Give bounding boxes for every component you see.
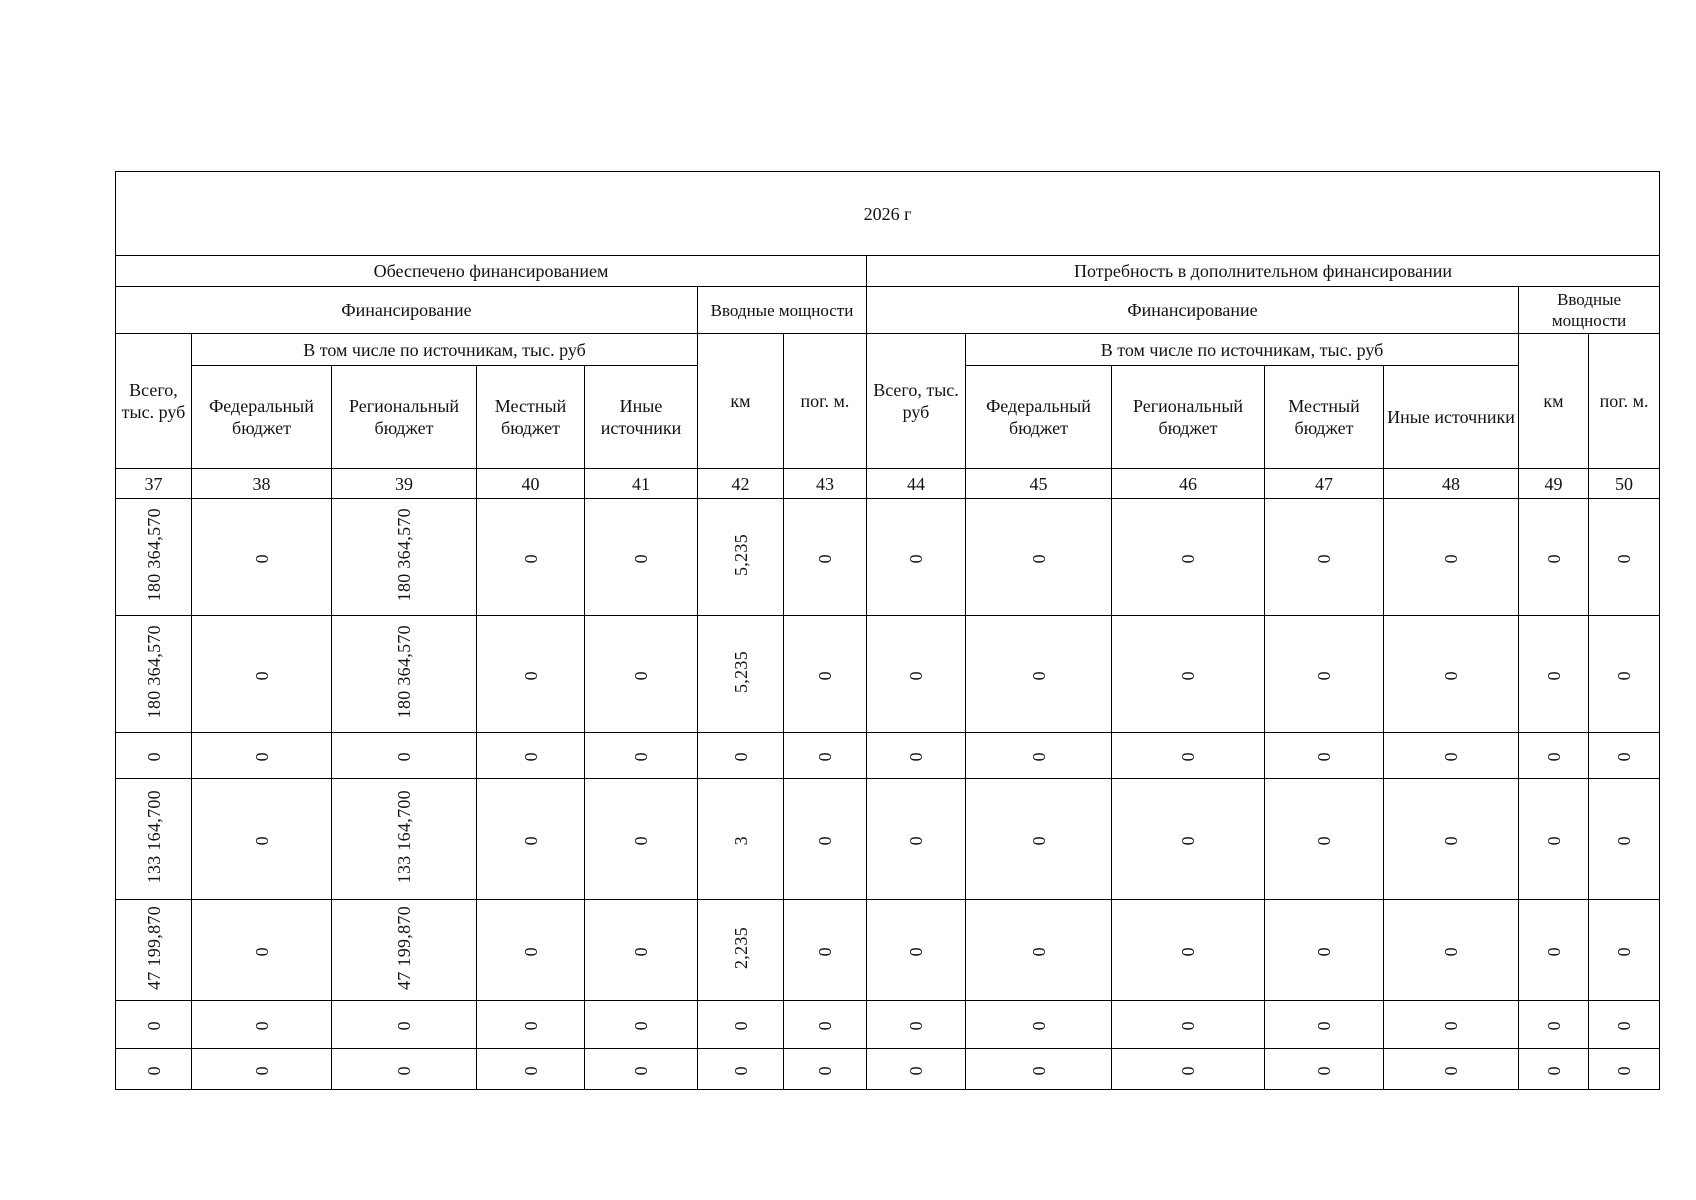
table-cell (1112, 779, 1265, 900)
table-cell (332, 900, 477, 1001)
table-cell (116, 616, 192, 733)
table-cell (1384, 1049, 1519, 1090)
cell-value: 0 (1028, 553, 1049, 563)
cell-value: 0 (906, 835, 926, 845)
cell-value: 0 (730, 1021, 751, 1031)
column-number: 40 (477, 469, 585, 499)
table-cell (585, 733, 698, 779)
cell-value: 133 164,700 (143, 789, 164, 884)
table-cell (1589, 499, 1660, 616)
table-cell (332, 616, 477, 733)
table-cell (1265, 900, 1384, 1001)
table-cell (1265, 733, 1384, 779)
cell-value: 0 (520, 946, 541, 956)
table-cell (867, 616, 966, 733)
subgroup-sources-left: В том числе по источникам, тыс. руб (192, 334, 698, 366)
cell-value: 0 (906, 670, 926, 680)
cell-value: 0 (1028, 835, 1049, 845)
cell-value: 180 364,570 (143, 507, 164, 602)
table-cell (698, 616, 784, 733)
header-regional-right: Региональный бюджет (1112, 366, 1265, 469)
table-cell (1384, 1001, 1519, 1049)
table-cell (867, 733, 966, 779)
table-cell (1519, 1001, 1589, 1049)
cell-value: 0 (520, 752, 541, 762)
header-local-left: Местный бюджет (477, 366, 585, 469)
table-cell (116, 779, 192, 900)
table-cell (1384, 779, 1519, 900)
table-cell (1384, 499, 1519, 616)
table-cell (698, 779, 784, 900)
cell-value: 2,235 (730, 926, 751, 969)
cell-value: 0 (251, 752, 272, 762)
table-cell (192, 499, 332, 616)
cell-value: 0 (1543, 670, 1564, 680)
cell-value: 0 (815, 946, 835, 956)
column-number: 48 (1384, 469, 1519, 499)
table-cell (192, 733, 332, 779)
table-cell (585, 900, 698, 1001)
cell-value: 0 (1614, 946, 1635, 956)
cell-value: 0 (631, 553, 651, 563)
table-row (116, 1001, 1660, 1049)
cell-value: 0 (1178, 553, 1198, 563)
cell-value: 0 (1614, 670, 1635, 680)
column-number: 45 (966, 469, 1112, 499)
cell-value: 0 (815, 835, 835, 845)
cell-value: 0 (1178, 752, 1198, 762)
cell-value: 0 (1543, 946, 1564, 956)
cell-value: 0 (631, 752, 651, 762)
cell-value: 0 (251, 835, 272, 845)
cell-value: 0 (906, 553, 926, 563)
table-cell (1589, 1001, 1660, 1049)
table-cell (1265, 1001, 1384, 1049)
table-cell (784, 900, 867, 1001)
table-cell (1589, 900, 1660, 1001)
table-cell (1112, 900, 1265, 1001)
cell-value: 0 (906, 1021, 926, 1031)
cell-value: 5,235 (730, 533, 751, 576)
cell-value: 0 (1441, 1065, 1461, 1075)
table-cell (867, 1049, 966, 1090)
cell-value: 0 (815, 1065, 835, 1075)
cell-value: 0 (520, 835, 541, 845)
table-cell (192, 779, 332, 900)
table-cell (332, 1049, 477, 1090)
table-cell (116, 900, 192, 1001)
cell-value: 0 (1178, 670, 1198, 680)
table-cell (784, 616, 867, 733)
cell-value: 0 (251, 1021, 272, 1031)
table-cell (1112, 616, 1265, 733)
table-cell (477, 1049, 585, 1090)
column-number: 44 (867, 469, 966, 499)
cell-value: 0 (1614, 752, 1635, 762)
table-cell (867, 900, 966, 1001)
table-cell (966, 616, 1112, 733)
column-number: 39 (332, 469, 477, 499)
table-cell (966, 1049, 1112, 1090)
cell-value: 0 (815, 1021, 835, 1031)
table-cell (1519, 779, 1589, 900)
cell-value: 0 (1441, 946, 1461, 956)
cell-value: 0 (1314, 553, 1334, 563)
group-financing-right: Финансирование (867, 287, 1519, 334)
section-row (116, 256, 1660, 287)
table-cell (192, 1049, 332, 1090)
table-row (116, 616, 1660, 733)
table-cell (332, 733, 477, 779)
table-cell (1384, 733, 1519, 779)
table-cell (1589, 616, 1660, 733)
cell-value: 5,235 (730, 650, 751, 693)
column-number: 47 (1265, 469, 1384, 499)
table-cell (1112, 1049, 1265, 1090)
cell-value: 0 (1178, 1065, 1198, 1075)
group-financing-left: Финансирование (116, 287, 698, 334)
year-title: 2026 г (116, 172, 1660, 256)
header-federal-right: Федеральный бюджет (966, 366, 1112, 469)
cell-value: 0 (1614, 1021, 1635, 1031)
cell-value: 180 364,570 (394, 624, 414, 719)
table-body (116, 172, 1660, 1090)
table-cell (1265, 499, 1384, 616)
table-cell (966, 779, 1112, 900)
cell-value: 47 199,870 (143, 905, 164, 990)
cell-value: 0 (906, 946, 926, 956)
cell-value: 0 (1543, 752, 1564, 762)
table-cell (116, 499, 192, 616)
cell-value: 0 (906, 752, 926, 762)
cell-value: 0 (520, 1065, 541, 1075)
group-capacity-left: Вводные мощности (698, 287, 867, 334)
cell-value: 0 (1441, 553, 1461, 563)
cell-value: 0 (1543, 553, 1564, 563)
financing-table (115, 171, 1660, 1090)
cell-value: 0 (251, 946, 272, 956)
table-cell (1519, 900, 1589, 1001)
header-local-right: Местный бюджет (1265, 366, 1384, 469)
cell-value: 0 (1614, 553, 1635, 563)
subgroup-sources-right: В том числе по источникам, тыс. руб (966, 334, 1519, 366)
cell-value: 0 (520, 1021, 541, 1031)
column-number: 38 (192, 469, 332, 499)
cell-value: 0 (143, 1065, 164, 1075)
cell-value: 0 (1178, 835, 1198, 845)
header-other-right: Иные источники (1384, 366, 1519, 469)
section-secured: Обеспечено финансированием (116, 256, 867, 287)
table-cell (585, 499, 698, 616)
header-regional-left: Региональный бюджет (332, 366, 477, 469)
cell-value: 0 (251, 553, 272, 563)
table-cell (1384, 616, 1519, 733)
column-number: 42 (698, 469, 784, 499)
table-cell (477, 900, 585, 1001)
cell-value: 0 (1543, 1021, 1564, 1031)
title-row (116, 172, 1660, 256)
table-cell (784, 1001, 867, 1049)
column-number: 41 (585, 469, 698, 499)
table-cell (585, 1001, 698, 1049)
cell-value: 0 (631, 835, 651, 845)
cell-value: 3 (730, 835, 751, 845)
cell-value: 47 199,870 (394, 905, 414, 990)
section-additional: Потребность в дополнительном финансировании (867, 256, 1660, 287)
table-row (116, 900, 1660, 1001)
table-cell (1519, 733, 1589, 779)
column-number: 49 (1519, 469, 1589, 499)
cell-value: 0 (520, 670, 541, 680)
column-number-row (116, 469, 1660, 499)
group-capacity-right: Вводные мощности (1519, 287, 1660, 334)
table-cell (192, 1001, 332, 1049)
column-number: 50 (1589, 469, 1660, 499)
group-row (116, 287, 1660, 334)
table-cell (477, 733, 585, 779)
cell-value: 0 (1314, 752, 1334, 762)
cell-value: 0 (1441, 752, 1461, 762)
table-cell (966, 733, 1112, 779)
cell-value: 0 (815, 752, 835, 762)
header-total-right: Всего, тыс. руб (867, 334, 966, 469)
cell-value: 0 (1614, 835, 1635, 845)
cell-value: 0 (520, 553, 541, 563)
cell-value: 180 364,570 (143, 624, 164, 719)
cell-value: 0 (394, 1065, 414, 1075)
cell-value: 0 (730, 752, 751, 762)
table-cell (867, 1001, 966, 1049)
cell-value: 0 (1028, 1065, 1049, 1075)
column-number: 46 (1112, 469, 1265, 499)
table-cell (698, 1049, 784, 1090)
table-row (116, 1049, 1660, 1090)
cell-value: 0 (1543, 835, 1564, 845)
table-cell (1384, 900, 1519, 1001)
table-cell (477, 1001, 585, 1049)
table-cell (116, 1049, 192, 1090)
column-number: 43 (784, 469, 867, 499)
table-cell (332, 779, 477, 900)
table-cell (966, 499, 1112, 616)
cell-value: 0 (394, 1021, 414, 1031)
header-pog-m-right: пог. м. (1589, 334, 1660, 469)
table-cell (332, 1001, 477, 1049)
table-cell (966, 900, 1112, 1001)
cell-value: 0 (143, 752, 164, 762)
table-cell (1519, 616, 1589, 733)
cell-value: 0 (1314, 1021, 1334, 1031)
cell-value: 0 (1028, 752, 1049, 762)
table-row (116, 733, 1660, 779)
cell-value: 0 (815, 553, 835, 563)
cell-value: 0 (1614, 1065, 1635, 1075)
table-cell (867, 499, 966, 616)
table-cell (585, 779, 698, 900)
cell-value: 0 (1178, 1021, 1198, 1031)
cell-value: 0 (631, 946, 651, 956)
table-cell (1265, 616, 1384, 733)
header-km-left: км (698, 334, 784, 469)
table-cell (1519, 499, 1589, 616)
cell-value: 0 (631, 1065, 651, 1075)
cell-value: 0 (251, 1065, 272, 1075)
table-cell (192, 900, 332, 1001)
column-number: 37 (116, 469, 192, 499)
table-cell (116, 733, 192, 779)
table-cell (1265, 779, 1384, 900)
table-cell (698, 900, 784, 1001)
table-cell (1112, 499, 1265, 616)
cell-value: 0 (1028, 670, 1049, 680)
cell-value: 0 (730, 1065, 751, 1075)
table-cell (1112, 733, 1265, 779)
cell-value: 0 (1314, 670, 1334, 680)
table-cell (1589, 733, 1660, 779)
table-cell (784, 499, 867, 616)
table-cell (1112, 1001, 1265, 1049)
table-cell (116, 1001, 192, 1049)
table-cell (698, 499, 784, 616)
table-cell (867, 779, 966, 900)
table-cell (585, 616, 698, 733)
table-cell (585, 1049, 698, 1090)
table-cell (1589, 779, 1660, 900)
table-cell (698, 1001, 784, 1049)
header-federal-left: Федеральный бюджет (192, 366, 332, 469)
cell-value: 0 (1543, 1065, 1564, 1075)
table-row (116, 499, 1660, 616)
table-cell (332, 499, 477, 616)
table-cell (784, 1049, 867, 1090)
table-cell (477, 499, 585, 616)
table-cell (784, 779, 867, 900)
cell-value: 0 (631, 670, 651, 680)
header-total-left: Всего, тыс. руб (116, 334, 192, 469)
table-cell (1589, 1049, 1660, 1090)
table-cell (192, 616, 332, 733)
cell-value: 0 (1441, 835, 1461, 845)
cell-value: 0 (1441, 1021, 1461, 1031)
cell-value: 0 (1028, 1021, 1049, 1031)
table-cell (1265, 1049, 1384, 1090)
table-cell (784, 733, 867, 779)
cell-value: 0 (815, 670, 835, 680)
subgroup-row (116, 334, 1660, 366)
cell-value: 0 (631, 1021, 651, 1031)
cell-value: 0 (143, 1021, 164, 1031)
cell-value: 0 (906, 1065, 926, 1075)
table-cell (1519, 1049, 1589, 1090)
cell-value: 0 (251, 670, 272, 680)
cell-value: 0 (1314, 835, 1334, 845)
cell-value: 0 (394, 752, 414, 762)
cell-value: 0 (1314, 946, 1334, 956)
cell-value: 0 (1441, 670, 1461, 680)
cell-value: 0 (1314, 1065, 1334, 1075)
table-cell (477, 616, 585, 733)
cell-value: 133 164,700 (394, 789, 414, 884)
header-other-left: Иные источники (585, 366, 698, 469)
table-row (116, 779, 1660, 900)
table-cell (966, 1001, 1112, 1049)
header-km-right: км (1519, 334, 1589, 469)
table-cell (698, 733, 784, 779)
table-cell (477, 779, 585, 900)
cell-value: 0 (1028, 946, 1049, 956)
cell-value: 180 364,570 (394, 507, 414, 602)
cell-value: 0 (1178, 946, 1198, 956)
header-pog-m-left: пог. м. (784, 334, 867, 469)
